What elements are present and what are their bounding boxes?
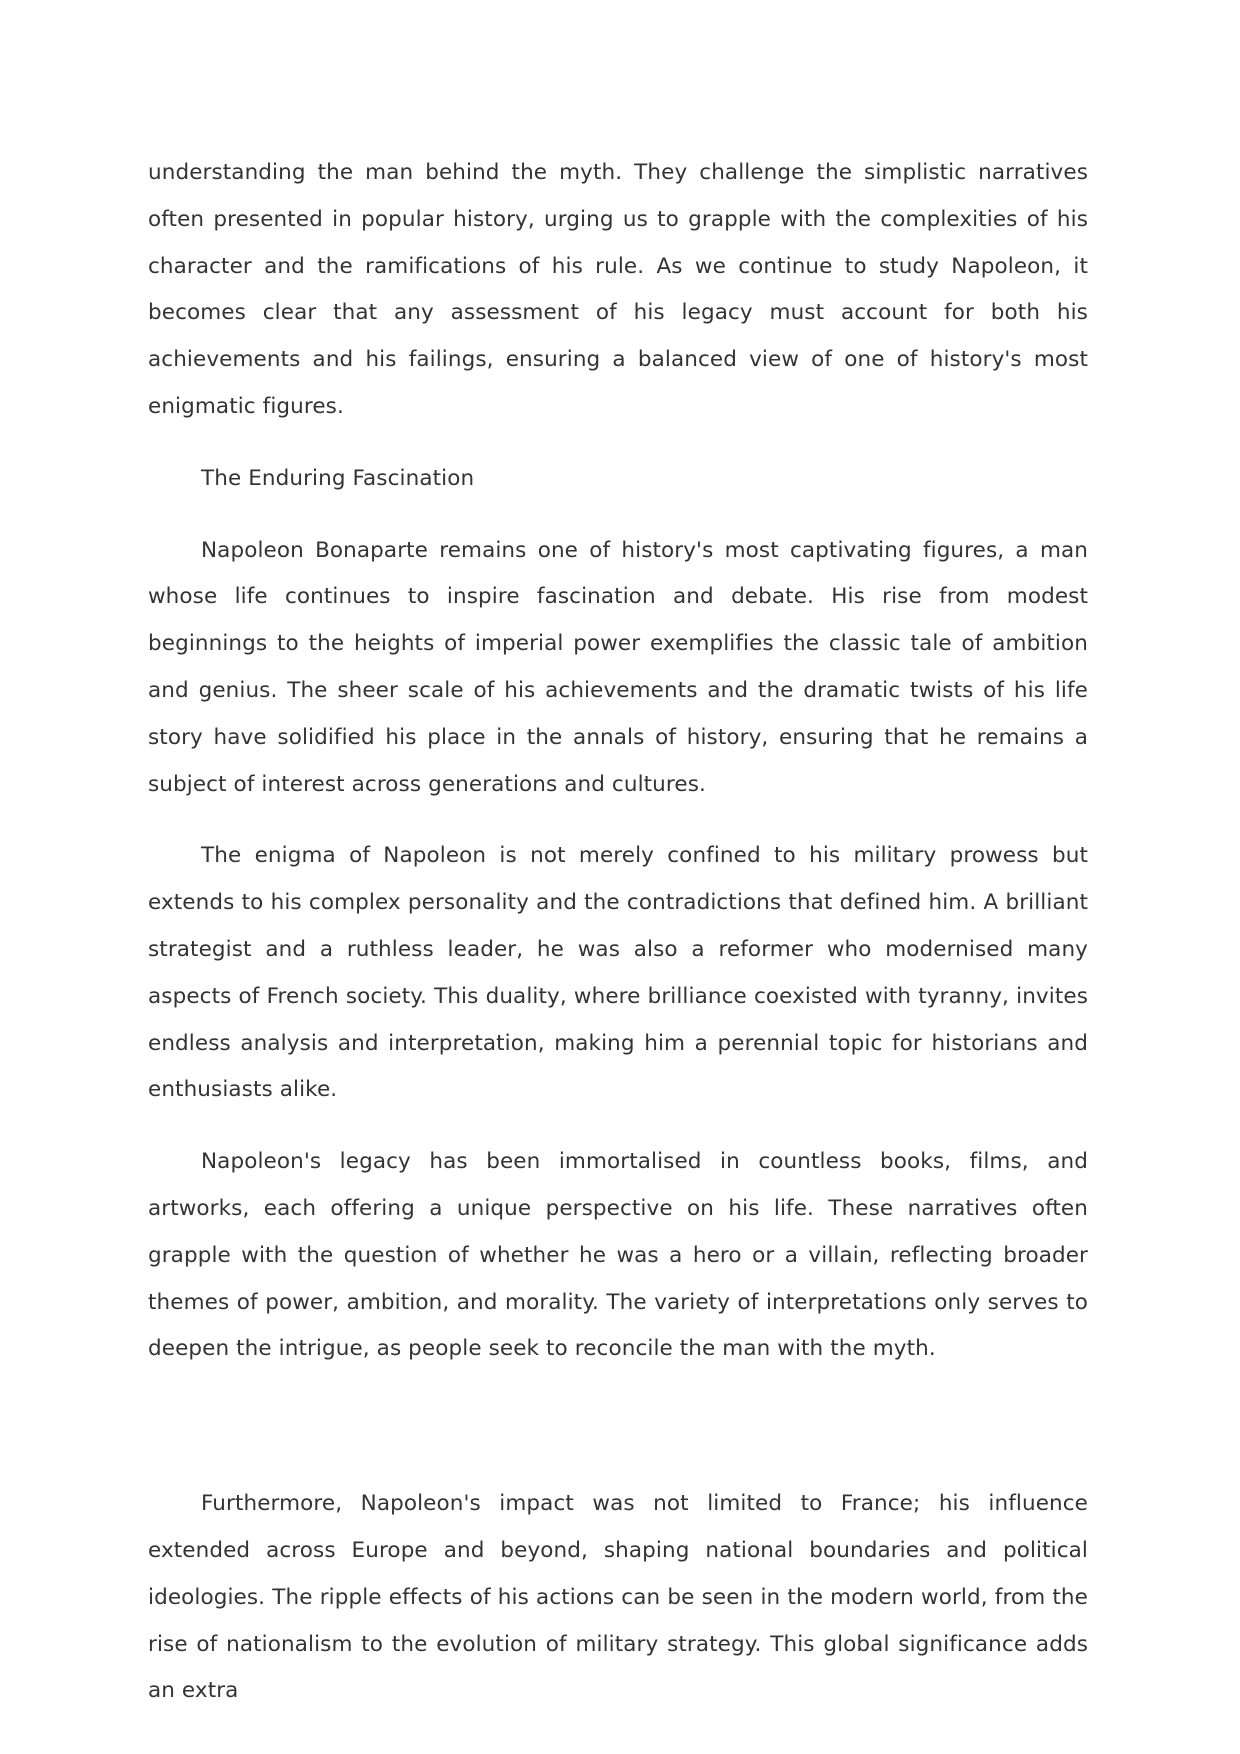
section-heading: The Enduring Fascination — [201, 465, 475, 491]
document-body — [148, 150, 1088, 1740]
paragraph-spacer — [148, 1398, 1088, 1481]
paragraph-impact: Furthermore, Napoleon's impact was not limited to France; his influence extended across Europe and beyond, shaping national boundaries and political ideologies. The ripple effects of his actions can be seen in the modern world, from the rise of nationalism to the evolution of military strategy. This global significance adds an extra — [148, 1491, 1088, 1704]
paragraph-fascination: Napoleon Bonaparte remains one of history's most captivating figures, a man whose life continues to inspire fascination and debate. His rise from modest beginnings to the heights of imperial power exemplifies the classic tale of ambition and genius. The sheer scale of his achievements and the dramatic twists of his life story have solidified his place in the annals of history, ensuring that he remains a subject of interest across generations and cultures. — [148, 537, 1088, 797]
paragraph-legacy: Napoleon's legacy has been immortalised in countless books, films, and artworks, each offering a unique perspective on his life. These narratives often grapple with the question of whether he was a hero or a villain, reflecting broader themes of power, ambition, and morality. The variety of interpretations only serves to deepen the intrigue, as people seek to reconcile the man with the myth. — [148, 1149, 1088, 1362]
paragraph-continuation: understanding the man behind the myth. They challenge the simplistic narratives often presented in popular history, urging us to grapple with the complexities of his character and the ramifications of his rule. As we continue to study Napoleon, it becomes clear that any assessment of his legacy must account for both his achievements and his failings, ensuring a balanced view of one of history's most enigmatic figures. — [148, 160, 1088, 419]
paragraph-enigma: The enigma of Napoleon is not merely confined to his military prowess but extends to his complex personality and the contradictions that defined him. A brilliant strategist and a ruthless leader, he was also a reformer who modernised many aspects of French society. This duality, where brilliance coexisted with tyranny, invites endless analysis and interpretation, making him a perennial topic for historians and enthusiasts alike. — [148, 843, 1088, 1103]
